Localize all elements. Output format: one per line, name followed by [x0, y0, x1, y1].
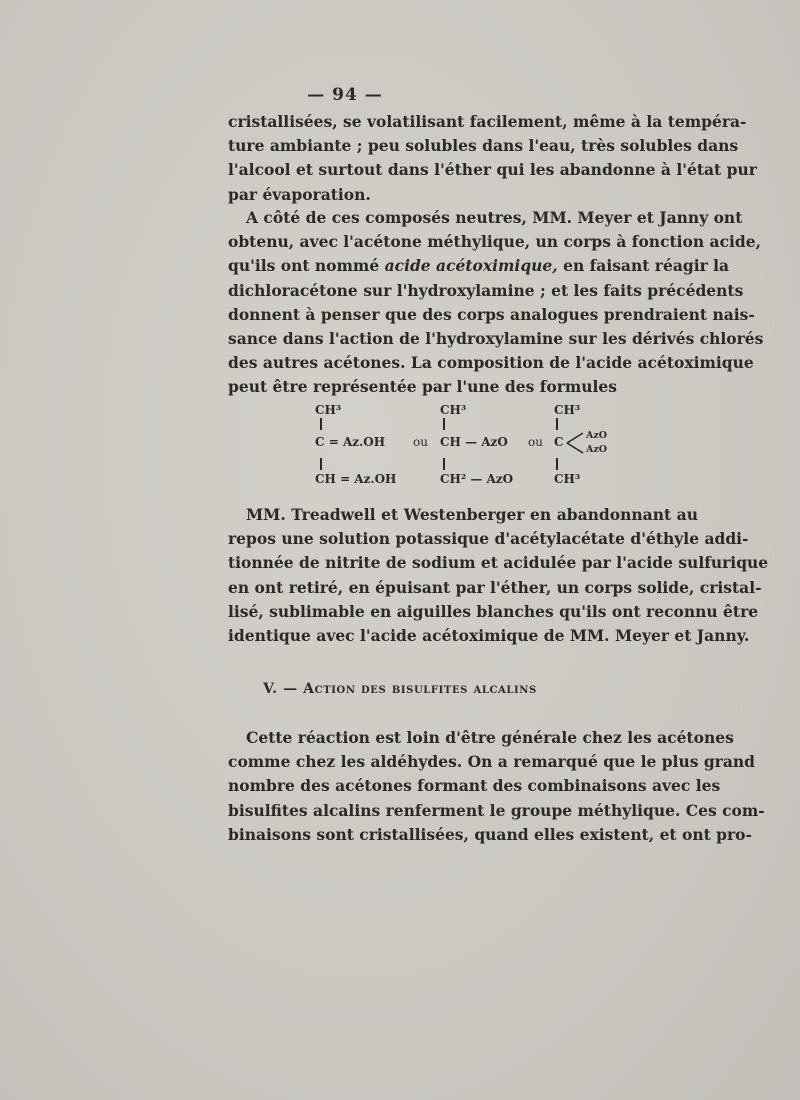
formula-2-bottom: CH² — AzO: [440, 472, 514, 486]
text-segment: en faisant réagir la: [557, 256, 730, 276]
text-line: [228, 254, 730, 278]
text-line: peut être représentée par l'une des formules: [228, 377, 618, 397]
formula-1-middle: C = Az.OH: [315, 435, 386, 449]
bond-line: [320, 458, 322, 470]
bond-line: [443, 418, 445, 430]
formula-3-branch-1: AzO: [586, 430, 608, 441]
formula-2-top: CH³: [440, 403, 467, 417]
italic-term: acide acétoximique,: [384, 256, 558, 276]
paragraph-3: [228, 503, 769, 648]
text-line: bisulfites alcalins renferment le groupe méthylique. Ces com-: [228, 800, 765, 820]
text-line: cristallisées, se volatilisant facilement, même à la tempéra-: [228, 112, 747, 131]
text-line: A côté de ces composés neutres, MM. Meyer et Janny ont: [246, 208, 743, 227]
text-line: repos une solution potassique d'acétylacétate d'éthyle addi-: [228, 529, 749, 549]
text-line: en ont retiré, en épuisant par l'éther, un corps solide, cristal-: [228, 577, 762, 597]
text-segment: qu'ils ont nommé: [228, 256, 385, 276]
formula-3-bottom: CH³: [554, 472, 581, 486]
text-line: lisé, sublimable en aiguilles blanches qu'ils ont reconnu être: [228, 601, 759, 621]
text-line: ture ambiante ; peu solubles dans l'eau, très solubles dans: [228, 136, 739, 156]
formula-1-bottom: CH = Az.OH: [315, 472, 397, 486]
bond-line: [443, 458, 445, 470]
bond-line: [556, 458, 558, 470]
chemical-formulas: [300, 400, 640, 490]
branch-bonds: [565, 430, 587, 456]
text-line: dichloracétone sur l'hydroxylamine ; et les faits précédents: [228, 280, 744, 300]
text-line: par évaporation.: [228, 184, 371, 204]
paragraph-1: [228, 110, 757, 207]
formula-3-carbon: C: [554, 435, 564, 449]
text-line: MM. Treadwell et Westenberger en abandonnant au: [246, 505, 698, 524]
section-number: V. —: [263, 681, 304, 697]
text-line: l'alcool et surtout dans l'éther qui les abandonne à l'état pur: [228, 160, 757, 180]
page-number: — 94 —: [307, 85, 383, 105]
text-line: Cette réaction est loin d'être générale chez les acétones: [246, 728, 734, 747]
text-line: binaisons sont cristallisées, quand elles existent, et ont pro-: [228, 824, 752, 844]
formula-1-top: CH³: [315, 403, 342, 417]
text-line: obtenu, avec l'acétone méthylique, un corps à fonction acide,: [228, 232, 762, 252]
text-line: des autres acétones. La composition de l'acide acétoximique: [228, 353, 754, 373]
bond-line: [320, 418, 322, 430]
text-line: tionnée de nitrite de sodium et acidulée par l'acide sulfurique: [228, 553, 769, 573]
or-separator: ou: [413, 435, 428, 449]
or-separator: ou: [528, 435, 543, 449]
text-line: identique avec l'acide acétoximique de MM. Meyer et Janny.: [228, 626, 750, 646]
formula-3-branch-2: AzO: [586, 444, 608, 455]
text-line: sance dans l'action de l'hydroxylamine sur les dérivés chlorés: [228, 329, 764, 349]
text-line: comme chez les aldéhydes. On a remarqué que le plus grand: [228, 752, 755, 772]
text-line: nombre des acétones formant des combinaisons avec les: [228, 776, 721, 796]
formula-2-middle: CH — AzO: [440, 435, 508, 449]
text-line: donnent à penser que des corps analogues prendraient nais-: [228, 304, 755, 324]
paragraph-4: [228, 726, 765, 847]
section-heading: [0, 681, 800, 697]
paragraph-2: [228, 206, 764, 400]
section-title-text: Action des bisulfites alcalins: [303, 681, 537, 697]
formula-3-top: CH³: [554, 403, 581, 417]
bond-line: [556, 418, 558, 430]
